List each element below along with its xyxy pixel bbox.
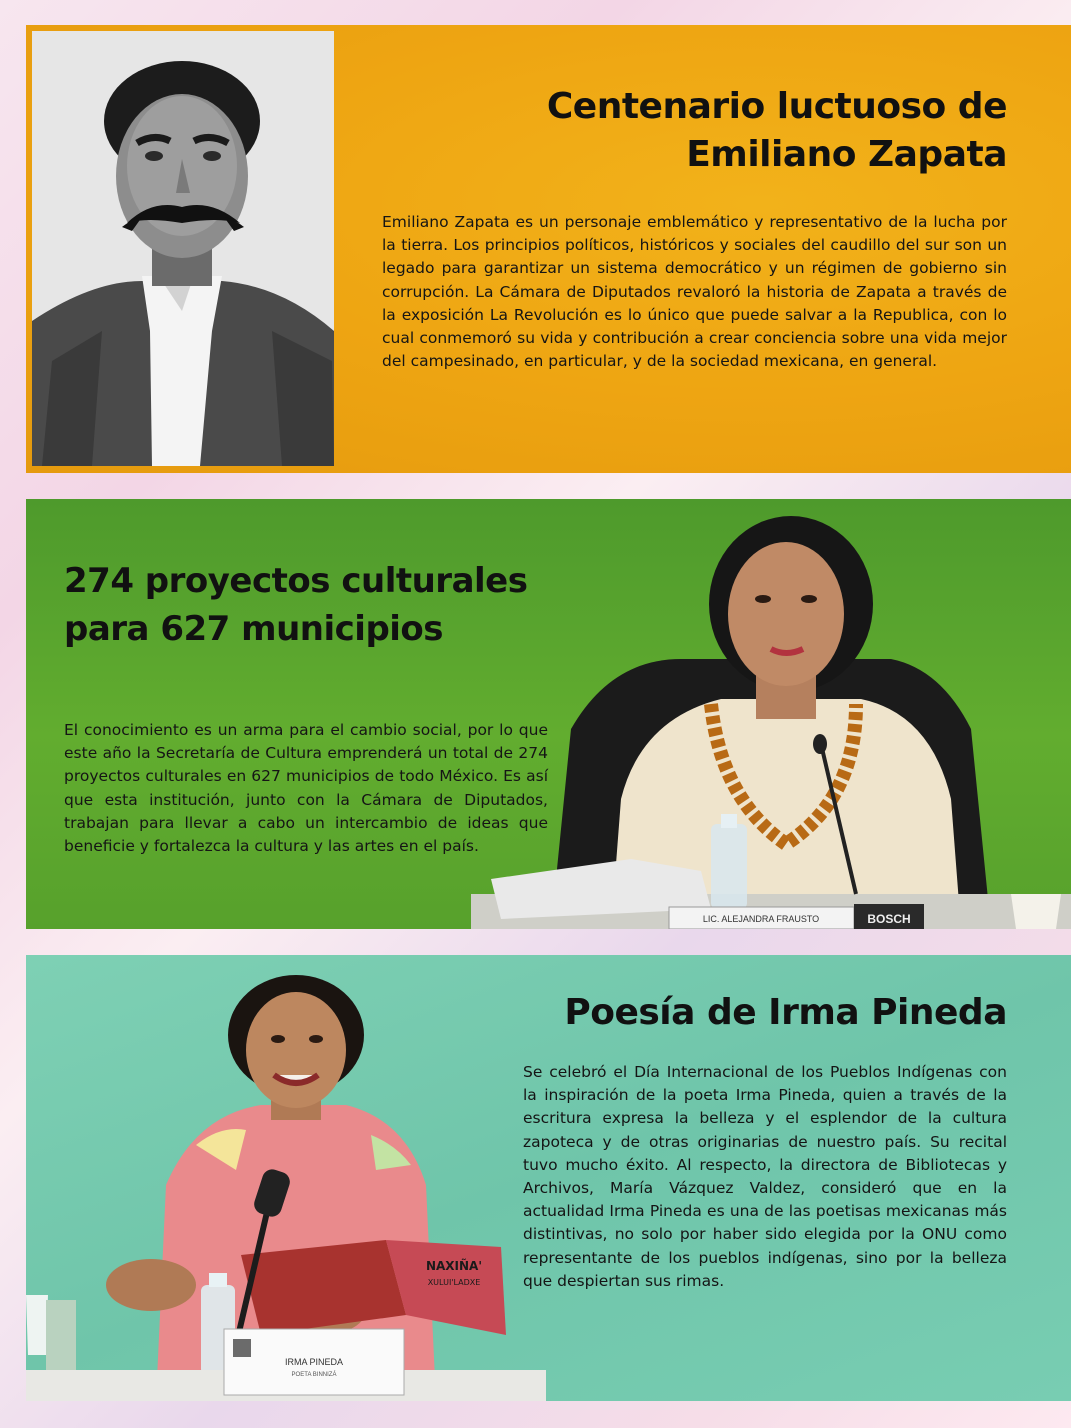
article-body: Emiliano Zapata es un personaje emblemático y representativo de la lucha por la tierra. Los principios políticos, históricos y sociales del caudillo del sur son un legado para garantizar un sistema democrático y un régimen de gobierno sin corrupción. La Cámara de Diputados revaloró la historia de Zapata a través de la exposición La Revolución es lo único que puede salvar a la Republica, con lo cual conmemoró su vida y contribución a crear conciencia sobre una vida mejor del campesinado, en particular, y de la sociedad mexicana, en general. [382, 213, 1007, 371]
article-body: El conocimiento es un arma para el cambio social, por lo que este año la Secretaría de Cultura emprenderá un total de 274 proyectos culturales en 627 municipios de todo México. Es así que esta institución, junto con la Cámara de Diputados, trabajan para llevar a cabo un intercambio de ideas que beneficie y fortalezca la cultura y las artes en el país. [64, 721, 548, 856]
book-title-text: NAXIÑA' [425, 1259, 483, 1273]
nameplate-text: LIC. ALEJANDRA FRAUSTO [702, 914, 820, 924]
article-body: Se celebró el Día Internacional de los Pueblos Indígenas con la inspiración de la poeta Irma Pineda, quien a través de la escritura expresa la belleza y el esplendor de la cultura zapoteca y de otras originarias de nuestro país. Su recital tuvo mucho éxito. Al respecto, la directora de Bibliotecas y Archivos, María Vázquez Valdez, consideró que en la actualidad Irma Pineda es una de las poetisas mexicanas más distintivas, no solo por haber sido elegida por la ONU como representante de los pueblos indígenas, sino por la belleza que despiertan sus rimas. [523, 1063, 1007, 1290]
official-speaking-photo [471, 499, 1071, 929]
zapata-portrait-photo [32, 31, 334, 466]
article-irma-pineda [26, 955, 1071, 1401]
nameplate-name-text: IRMA PINEDA [284, 1357, 344, 1367]
article-proyectos [26, 499, 1071, 929]
title-line-2: para 627 municipios [64, 609, 444, 649]
title-line-1: Centenario luctuoso de [546, 86, 1007, 127]
article-title: Poesía de Irma Pineda [564, 992, 1007, 1033]
title-line-1: 274 proyectos culturales [64, 561, 528, 601]
book-subtitle-text: XULUI'LADXE [427, 1278, 481, 1287]
mic-brand-text: BOSCH [867, 912, 911, 926]
article-zapata [26, 25, 1071, 473]
nameplate-role-text: POETA BINNIZÁ [291, 1372, 337, 1378]
title-line-2: Emiliano Zapata [686, 134, 1007, 175]
article-title [447, 83, 1007, 179]
